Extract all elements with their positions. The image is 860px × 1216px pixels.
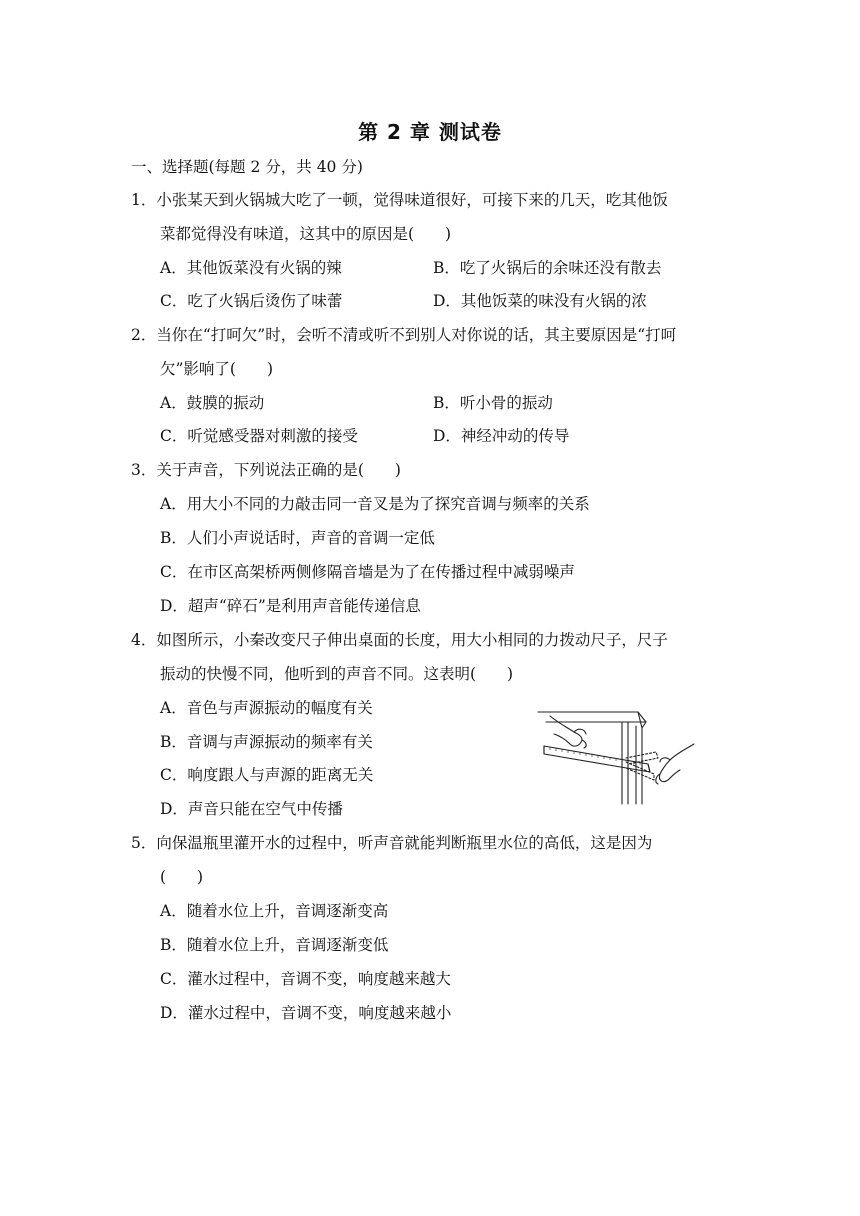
question-3-option-c: C．在市区高架桥两侧修隔音墙是为了在传播过程中减弱噪声 [160, 563, 575, 581]
question-3-option-a: A．用大小不同的力敲击同一音叉是为了探究音调与频率的关系 [160, 495, 590, 513]
question-3-stem-line-1: 3．关于声音，下列说法正确的是( ) [131, 461, 401, 479]
question-1-option-b: B．吃了火锅后的余味还没有散去 [433, 259, 662, 277]
question-4-option-b: B．音调与声源振动的频率有关 [160, 733, 373, 751]
question-5-stem-line-1: 5．向保温瓶里灌开水的过程中，听声音就能判断瓶里水位的高低，这是因为 [131, 834, 653, 852]
question-2-stem-line-2: 欠”影响了( ) [160, 360, 274, 378]
question-4-option-d: D．声音只能在空气中传播 [160, 800, 343, 818]
question-2-option-a: A．鼓膜的振动 [160, 394, 265, 412]
question-3-option-b: B．人们小声说话时，声音的音调一定低 [160, 529, 435, 547]
question-5-stem-line-2: ( ) [160, 868, 204, 886]
question-1-option-c: C．吃了火锅后烫伤了味蕾 [160, 292, 343, 310]
question-5-option-a: A．随着水位上升，音调逐渐变高 [160, 902, 389, 920]
question-1-stem-line-2: 菜都觉得没有味道，这其中的原因是( ) [160, 225, 452, 243]
question-1-stem-line-1: 1．小张某天到火锅城大吃了一顿，觉得味道很好，可接下来的几天，吃其他饭 [131, 191, 668, 209]
question-2-option-b: B．听小骨的振动 [433, 394, 553, 412]
question-4-stem-line-2: 振动的快慢不同，他听到的声音不同。这表明( ) [160, 665, 514, 683]
ruler-on-table-figure [530, 706, 696, 806]
section-heading: 一、选择题(每题 2 分，共 40 分) [131, 158, 363, 176]
question-4-option-c: C．响度跟人与声源的距离无关 [160, 766, 374, 784]
question-4-stem-line-1: 4．如图所示，小秦改变尺子伸出桌面的长度，用大小相同的力拨动尺子，尺子 [131, 631, 668, 649]
question-5-option-d: D．灌水过程中，音调不变，响度越来越小 [160, 1004, 452, 1022]
question-5-option-c: C．灌水过程中，音调不变，响度越来越大 [160, 970, 451, 988]
question-2-option-c: C．听觉感受器对刺激的接受 [160, 427, 358, 445]
question-2-option-d: D．神经冲动的传导 [433, 427, 570, 445]
question-2-stem-line-1: 2．当你在“打呵欠”时，会听不清或听不到别人对你说的话，其主要原因是“打呵 [131, 326, 677, 344]
page-title: 第 2 章 测试卷 [358, 120, 502, 144]
question-1-option-a: A．其他饭菜没有火锅的辣 [160, 259, 342, 277]
question-3-option-d: D．超声“碎石”是利用声音能传递信息 [160, 597, 421, 615]
question-1-option-d: D．其他饭菜的味没有火锅的浓 [433, 292, 647, 310]
question-5-option-b: B．随着水位上升，音调逐渐变低 [160, 936, 389, 954]
question-4-option-a: A．音色与声源振动的幅度有关 [160, 699, 373, 717]
